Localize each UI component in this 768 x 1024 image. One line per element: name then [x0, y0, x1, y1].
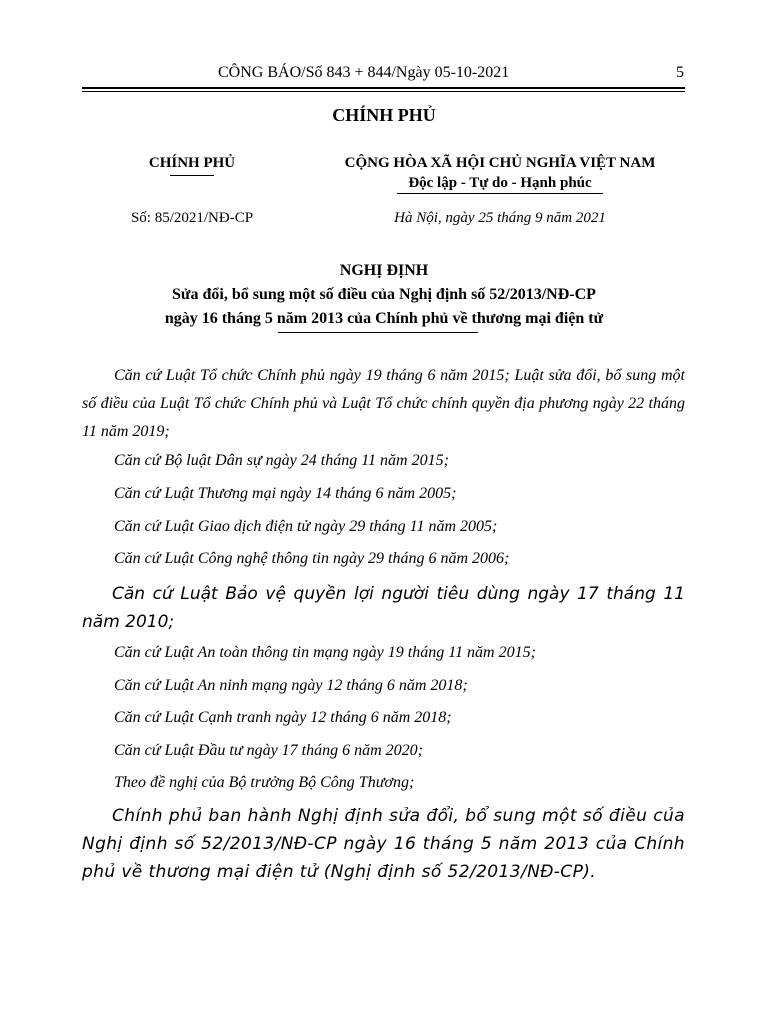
issuer-underline — [170, 175, 214, 176]
legal-basis-9: Căn cứ Luật Cạnh tranh ngày 12 tháng 6 năm 2018; — [114, 709, 452, 726]
enactment-clause: Chính phủ ban hành Nghị định sửa đổi, bổ sung một số điều của Nghị định số 52/2013/NĐ-CP ngày 16 tháng 5 năm 2013 của Chính phủ về thương mại điện tử (Nghị định số 52/2013/NĐ-CP). — [82, 806, 685, 882]
document-number: Số: 85/2021/NĐ-CP — [130, 210, 254, 226]
decree-subject-line-1: Sửa đổi, bổ sung một số điều của Nghị định số 52/2013/NĐ-CP — [172, 286, 596, 303]
legal-basis-10: Căn cứ Luật Đầu tư ngày 17 tháng 6 năm 2020; — [114, 742, 423, 759]
national-motto: Độc lập - Tự do - Hạnh phúc — [408, 175, 592, 191]
gazette-header — [0, 64, 768, 86]
proposal-basis: Theo đề nghị của Bộ trưởng Bộ Công Thương; — [114, 774, 415, 791]
legal-basis-7: Căn cứ Luật An toàn thông tin mạng ngày 19 tháng 11 năm 2015; — [114, 644, 536, 661]
legal-basis-5: Căn cứ Luật Công nghệ thông tin ngày 29 tháng 6 năm 2006; — [114, 550, 510, 567]
place-date: Hà Nội, ngày 25 tháng 9 năm 2021 — [394, 210, 606, 226]
motto-underline — [397, 193, 603, 194]
legal-basis-3: Căn cứ Luật Thương mại ngày 14 tháng 6 năm 2005; — [114, 485, 457, 502]
header-rule-thick — [82, 87, 685, 89]
national-title: CỘNG HÒA XÃ HỘI CHỦ NGHĨA VIỆT NAM — [344, 155, 656, 171]
page-number: 5 — [676, 64, 684, 81]
gazette-title: CÔNG BÁO/Số 843 + 844/Ngày 05-10-2021 — [218, 64, 510, 81]
issuer-heading: CHÍNH PHỦ — [332, 105, 436, 125]
legal-basis-6: Căn cứ Luật Bảo vệ quyền lợi người tiêu dùng ngày 17 tháng 11 năm 2010; — [82, 584, 685, 632]
legal-basis-4: Căn cứ Luật Giao dịch điện tử ngày 29 tháng 11 năm 2005; — [114, 518, 498, 535]
legal-basis-8: Căn cứ Luật An ninh mạng ngày 12 tháng 6 năm 2018; — [114, 677, 468, 694]
decree-subject-line-2: ngày 16 tháng 5 năm 2013 của Chính phủ về thương mại điện tử — [164, 310, 604, 327]
decree-type: NGHỊ ĐỊNH — [339, 262, 429, 279]
legal-basis-2: Căn cứ Bộ luật Dân sự ngày 24 tháng 11 năm 2015; — [114, 452, 449, 469]
legal-basis-1: Căn cứ Luật Tổ chức Chính phủ ngày 19 tháng 6 năm 2015; Luật sửa đổi, bổ sung một số điều của Luật Tổ chức Chính phủ và Luật Tổ chức chính quyền địa phương ngày 22 tháng 11 năm 2019; — [82, 367, 685, 440]
subject-underline — [278, 332, 478, 333]
issuer-name: CHÍNH PHỦ — [148, 155, 236, 171]
header-rule-thin — [82, 91, 685, 92]
